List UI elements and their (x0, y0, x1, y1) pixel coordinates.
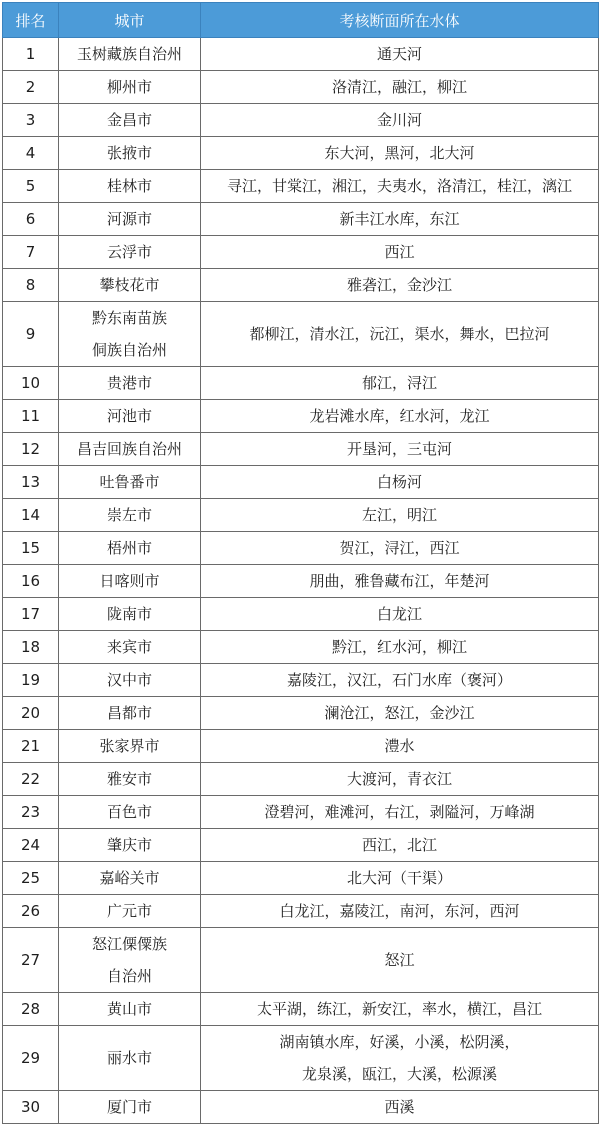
rank-cell: 20 (3, 697, 59, 730)
rank-cell: 2 (3, 71, 59, 104)
table-row (3, 1026, 599, 1091)
water-body-cell (201, 697, 599, 730)
rank-cell: 11 (3, 400, 59, 433)
table-row (3, 664, 599, 697)
city-line: 肇庆市 (106, 836, 152, 854)
city-line: 河池市 (106, 407, 152, 425)
rank-cell: 18 (3, 631, 59, 664)
city-line: 嘉峪关市 (99, 869, 160, 887)
table-row (3, 565, 599, 598)
water-body-line: 龙泉溪，瓯江，大溪，松源溪 (301, 1065, 497, 1083)
water-body-cell (201, 137, 599, 170)
table-row (3, 367, 599, 400)
city-line: 黔东南苗族 (91, 309, 167, 327)
city-cell (59, 1091, 201, 1124)
rank-cell: 1 (3, 38, 59, 71)
rank-cell: 4 (3, 137, 59, 170)
water-body-line: 澧水 (384, 737, 415, 755)
city-line: 吐鲁番市 (99, 473, 160, 491)
rank-cell: 7 (3, 236, 59, 269)
water-body-line: 东大河，黑河，北大河 (324, 144, 475, 162)
city-line: 河源市 (106, 210, 152, 228)
water-body-cell (201, 862, 599, 895)
city-line: 黄山市 (106, 1000, 152, 1018)
water-body-line: 朋曲，雅鲁藏布江，年楚河 (309, 572, 490, 590)
water-body-line: 开垦河，三屯河 (346, 440, 452, 458)
water-body-line: 西江，北江 (361, 836, 437, 854)
header-water: 考核断面所在水体 (201, 3, 599, 38)
water-body-cell (201, 796, 599, 829)
water-body-cell (201, 302, 599, 367)
rank-cell: 27 (3, 928, 59, 993)
table-row (3, 993, 599, 1026)
table-row (3, 236, 599, 269)
table-row (3, 466, 599, 499)
city-cell (59, 730, 201, 763)
water-body-line: 嘉陵江，汉江，石门水库（褒河） (286, 671, 512, 689)
water-body-line: 大渡河，青衣江 (346, 770, 452, 788)
water-body-cell (201, 664, 599, 697)
table-row (3, 697, 599, 730)
water-body-line: 黔江，红水河，柳江 (331, 638, 467, 656)
rank-cell: 10 (3, 367, 59, 400)
water-body-line: 白龙江 (376, 605, 422, 623)
city-cell (59, 236, 201, 269)
city-line: 玉树藏族自治州 (76, 45, 182, 63)
city-line: 贵港市 (106, 374, 152, 392)
water-body-cell (201, 895, 599, 928)
city-line: 柳州市 (106, 78, 152, 96)
city-line: 日喀则市 (99, 572, 160, 590)
rank-cell: 17 (3, 598, 59, 631)
city-line: 张掖市 (106, 144, 152, 162)
water-body-cell (201, 71, 599, 104)
water-body-cell (201, 631, 599, 664)
water-body-cell (201, 730, 599, 763)
rank-cell: 8 (3, 269, 59, 302)
rank-cell: 26 (3, 895, 59, 928)
rank-cell: 9 (3, 302, 59, 367)
city-line: 张家界市 (99, 737, 160, 755)
rank-cell: 19 (3, 664, 59, 697)
water-body-line: 郁江，浔江 (361, 374, 437, 392)
water-body-line: 新丰江水库，东江 (339, 210, 460, 228)
city-line: 自治州 (106, 967, 152, 985)
city-cell (59, 664, 201, 697)
rank-cell: 16 (3, 565, 59, 598)
table-row (3, 829, 599, 862)
water-body-line: 北大河（干渠） (346, 869, 452, 887)
city-line: 金昌市 (106, 111, 152, 129)
city-line: 汉中市 (106, 671, 152, 689)
table-row (3, 38, 599, 71)
city-line: 雅安市 (106, 770, 152, 788)
water-body-line: 澜沧江，怒江，金沙江 (324, 704, 475, 722)
city-cell (59, 565, 201, 598)
water-body-line: 洛清江，融江，柳江 (331, 78, 467, 96)
city-cell (59, 829, 201, 862)
rank-cell: 24 (3, 829, 59, 862)
rank-cell: 15 (3, 532, 59, 565)
water-body-cell (201, 532, 599, 565)
city-cell (59, 862, 201, 895)
city-cell (59, 38, 201, 71)
city-line: 厦门市 (106, 1098, 152, 1116)
water-body-line: 雅砻江，金沙江 (346, 276, 452, 294)
city-line: 昌都市 (106, 704, 152, 722)
header-row (3, 3, 599, 38)
water-body-cell (201, 565, 599, 598)
table-row (3, 862, 599, 895)
water-body-cell (201, 829, 599, 862)
water-body-cell (201, 104, 599, 137)
city-line: 崇左市 (106, 506, 152, 524)
city-cell (59, 302, 201, 367)
rank-cell: 25 (3, 862, 59, 895)
rank-cell: 13 (3, 466, 59, 499)
table-row (3, 631, 599, 664)
header-city: 城市 (59, 3, 201, 38)
water-body-cell (201, 1091, 599, 1124)
city-cell (59, 993, 201, 1026)
city-cell (59, 433, 201, 466)
table-row (3, 269, 599, 302)
water-body-line: 西溪 (384, 1098, 415, 1116)
water-body-line: 贺江，浔江，西江 (339, 539, 460, 557)
table-header (3, 3, 599, 38)
city-cell (59, 598, 201, 631)
water-body-cell (201, 598, 599, 631)
table-row (3, 1091, 599, 1124)
city-line: 侗族自治州 (91, 341, 167, 359)
water-body-cell (201, 269, 599, 302)
water-body-line: 金川河 (376, 111, 422, 129)
city-cell (59, 796, 201, 829)
water-body-cell (201, 993, 599, 1026)
water-body-cell (201, 499, 599, 532)
city-line: 云浮市 (106, 243, 152, 261)
water-body-line: 左江，明江 (361, 506, 437, 524)
table-row (3, 71, 599, 104)
table-row (3, 730, 599, 763)
water-body-line: 白杨河 (376, 473, 422, 491)
city-line: 梧州市 (106, 539, 152, 557)
water-body-cell (201, 367, 599, 400)
table-row (3, 104, 599, 137)
city-cell (59, 203, 201, 236)
water-quality-ranking-table (2, 2, 599, 1124)
water-body-cell (201, 928, 599, 993)
city-cell (59, 532, 201, 565)
city-line: 桂林市 (106, 177, 152, 195)
table-row (3, 433, 599, 466)
rank-cell: 22 (3, 763, 59, 796)
city-cell (59, 763, 201, 796)
city-cell (59, 928, 201, 993)
water-body-cell (201, 466, 599, 499)
rank-cell: 21 (3, 730, 59, 763)
rank-cell: 3 (3, 104, 59, 137)
city-line: 怒江傈僳族 (91, 935, 167, 953)
table-row (3, 598, 599, 631)
city-line: 百色市 (106, 803, 152, 821)
water-body-line: 澄碧河，难滩河，右江，剥隘河，万峰湖 (264, 803, 535, 821)
table-row (3, 170, 599, 203)
table-row (3, 203, 599, 236)
water-body-line: 怒江 (384, 951, 415, 969)
header-rank: 排名 (3, 3, 59, 38)
rank-cell: 5 (3, 170, 59, 203)
city-line: 来宾市 (106, 638, 152, 656)
water-body-cell (201, 236, 599, 269)
city-cell (59, 895, 201, 928)
water-body-line: 白龙江，嘉陵江，南河，东河，西河 (279, 902, 520, 920)
city-cell (59, 71, 201, 104)
water-body-line: 通天河 (376, 45, 422, 63)
water-body-cell (201, 763, 599, 796)
table-row (3, 137, 599, 170)
city-line: 昌吉回族自治州 (76, 440, 182, 458)
city-cell (59, 466, 201, 499)
rank-cell: 29 (3, 1026, 59, 1091)
table-row (3, 499, 599, 532)
table-body (3, 38, 599, 1124)
rank-cell: 14 (3, 499, 59, 532)
city-cell (59, 367, 201, 400)
water-body-line: 湖南镇水库，好溪，小溪，松阴溪， (279, 1033, 520, 1051)
table-row (3, 796, 599, 829)
city-cell (59, 697, 201, 730)
city-cell (59, 170, 201, 203)
city-cell (59, 269, 201, 302)
water-body-line: 太平湖，练江，新安江，率水，横江，昌江 (256, 1000, 542, 1018)
table-row (3, 302, 599, 367)
water-body-cell (201, 170, 599, 203)
city-line: 攀枝花市 (99, 276, 160, 294)
city-line: 广元市 (106, 902, 152, 920)
table-row (3, 400, 599, 433)
water-body-cell (201, 38, 599, 71)
ranking-table-container (2, 2, 598, 1124)
table-row (3, 928, 599, 993)
rank-cell: 12 (3, 433, 59, 466)
table-row (3, 763, 599, 796)
city-cell (59, 400, 201, 433)
water-body-cell (201, 203, 599, 236)
water-body-line: 寻江，甘棠江，湘江，夫夷水，洛清江，桂江，漓江 (226, 177, 572, 195)
city-line: 丽水市 (106, 1049, 152, 1067)
water-body-cell (201, 433, 599, 466)
city-line: 陇南市 (106, 605, 152, 623)
rank-cell: 28 (3, 993, 59, 1026)
water-body-line: 龙岩滩水库，红水河，龙江 (309, 407, 490, 425)
city-cell (59, 137, 201, 170)
water-body-cell (201, 400, 599, 433)
water-body-cell (201, 1026, 599, 1091)
rank-cell: 6 (3, 203, 59, 236)
rank-cell: 30 (3, 1091, 59, 1124)
water-body-line: 都柳江，清水江，沅江，渠水，舞水，巴拉河 (249, 325, 550, 343)
city-cell (59, 631, 201, 664)
rank-cell: 23 (3, 796, 59, 829)
water-body-line: 西江 (384, 243, 415, 261)
city-cell (59, 104, 201, 137)
city-cell (59, 499, 201, 532)
table-row (3, 532, 599, 565)
table-row (3, 895, 599, 928)
city-cell (59, 1026, 201, 1091)
